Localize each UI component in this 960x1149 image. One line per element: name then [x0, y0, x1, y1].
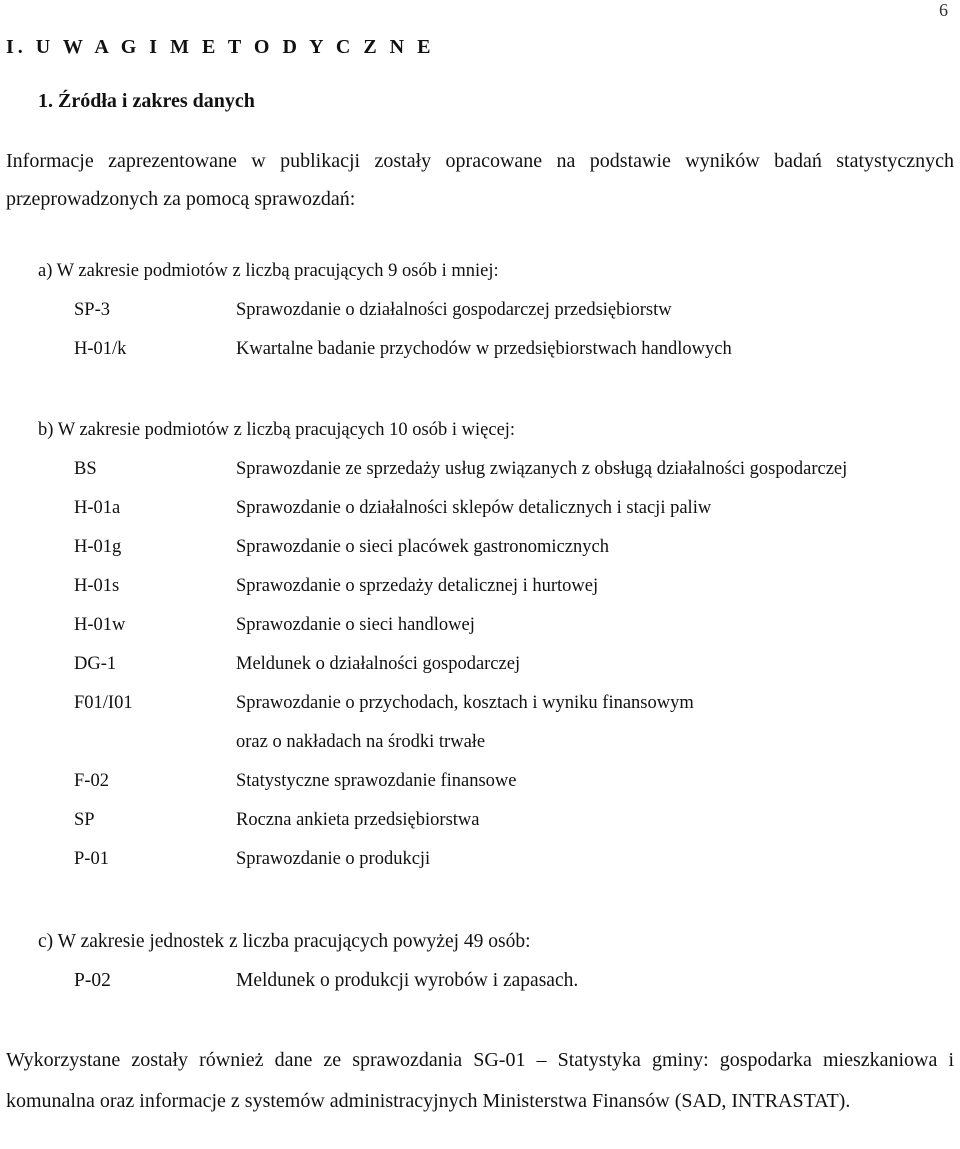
report-description: Roczna ankieta przedsiębiorstwa [236, 810, 480, 830]
chapter-title: I. U W A G I M E T O D Y C Z N E [6, 36, 435, 58]
report-row [38, 489, 958, 528]
report-row [38, 684, 958, 723]
report-description: Sprawozdanie o sieci placówek gastronomicznych [236, 537, 609, 557]
report-description: Sprawozdanie ze sprzedaży usług związanych z obsługą działalności gospodarczej [236, 459, 848, 479]
report-description: Sprawozdanie o produkcji [236, 849, 431, 869]
report-row [38, 840, 958, 879]
report-row [38, 606, 958, 645]
report-description: Sprawozdanie o sprzedaży detalicznej i hurtowej [236, 576, 599, 596]
group-b [38, 411, 958, 879]
report-row [38, 762, 958, 801]
report-description: Sprawozdanie o działalności sklepów detalicznych i stacji paliw [236, 498, 712, 518]
report-row [38, 961, 958, 1000]
page-number: 6 [939, 0, 948, 20]
report-description: Sprawozdanie o sieci handlowej [236, 615, 475, 635]
group-a [38, 252, 958, 369]
report-code: DG-1 [74, 654, 117, 674]
report-code: P-01 [74, 849, 109, 869]
group-title: b) W zakresie podmiotów z liczbą pracujących 10 osób i więcej: [38, 420, 516, 440]
group-c [38, 922, 958, 1000]
section-title: 1. Źródła i zakres danych [38, 90, 255, 112]
intro-paragraph: Informacje zaprezentowane w publikacji zostały opracowane na podstawie wyników badań statystycznych przeprowadzonych za pomocą sprawozdań: [6, 150, 954, 210]
report-code: BS [74, 459, 97, 479]
report-description: Meldunek o produkcji wyrobów i zapasach. [236, 970, 579, 991]
report-description: oraz o nakładach na środki trwałe [236, 732, 486, 752]
report-code [38, 723, 236, 762]
outro-paragraph: Wykorzystane zostały również dane ze sprawozdania SG-01 – Statystyka gminy: gospodarka mieszkaniowa i komunalna oraz informacje z systemów administracyjnych Ministerstwa Finansów (SAD, INTRASTAT). [6, 1049, 954, 1112]
report-description: Meldunek o działalności gospodarczej [236, 654, 521, 674]
report-row [38, 450, 958, 489]
report-code: P-02 [74, 970, 111, 991]
report-code: F01/I01 [74, 693, 133, 713]
report-row [38, 528, 958, 567]
report-code: H-01/k [74, 339, 127, 359]
report-description: Sprawozdanie o działalności gospodarczej przedsiębiorstw [236, 300, 672, 320]
report-code: H-01s [74, 576, 120, 596]
group-title: a) W zakresie podmiotów z liczbą pracujących 9 osób i mniej: [38, 261, 499, 281]
report-row [38, 645, 958, 684]
report-row-continuation [38, 723, 958, 762]
report-code: H-01g [74, 537, 122, 557]
report-description: Sprawozdanie o przychodach, kosztach i wyniku finansowym [236, 693, 694, 713]
report-code: SP-3 [74, 300, 110, 320]
report-code: SP [74, 810, 95, 830]
report-code: F-02 [74, 771, 109, 791]
report-row [38, 291, 958, 330]
report-code: H-01a [74, 498, 121, 518]
report-row [38, 801, 958, 840]
report-row [38, 330, 958, 369]
report-description: Kwartalne badanie przychodów w przedsiębiorstwach handlowych [236, 339, 732, 359]
report-code: H-01w [74, 615, 126, 635]
report-description: Statystyczne sprawozdanie finansowe [236, 771, 517, 791]
report-row [38, 567, 958, 606]
group-title: c) W zakresie jednostek z liczba pracujących powyżej 49 osób: [38, 931, 531, 952]
